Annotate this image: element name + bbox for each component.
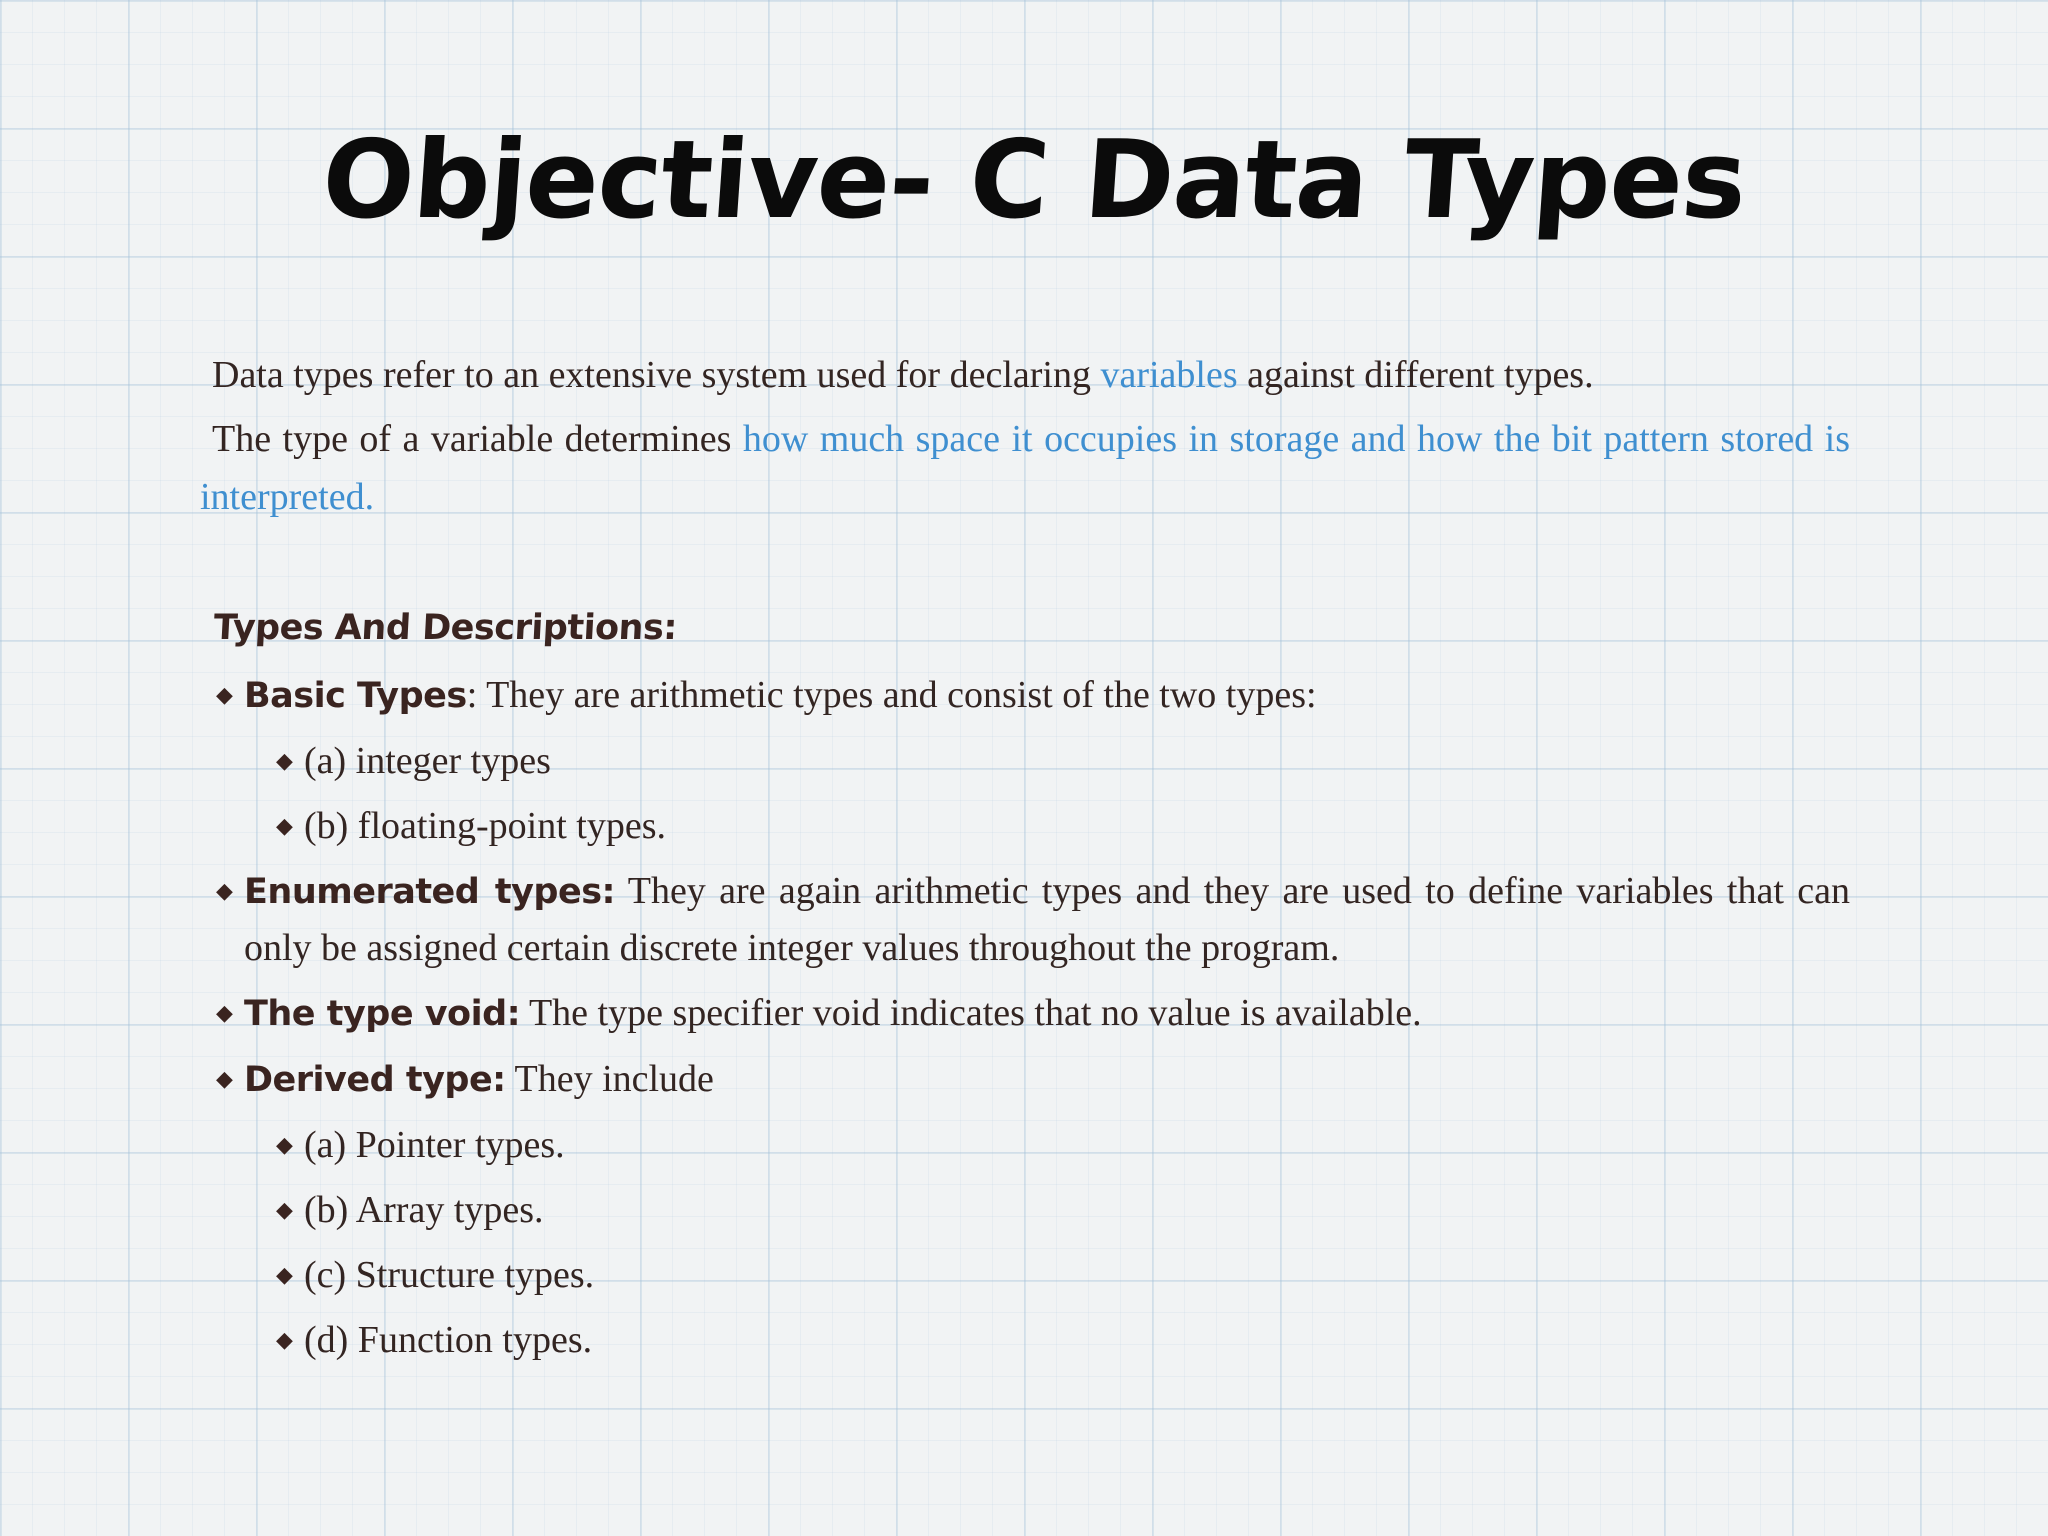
types-list <box>212 667 1850 1368</box>
list-item-basic-types <box>212 667 1850 724</box>
item-text: (a) Pointer types. <box>304 1124 565 1166</box>
item-term: Derived type: <box>244 1060 506 1100</box>
item-text: (a) integer types <box>304 740 551 782</box>
intro-paragraph-2 <box>200 410 1850 526</box>
diamond-bullet-icon: ◆ <box>276 1327 293 1352</box>
item-term: The type void: <box>244 994 521 1034</box>
diamond-bullet-icon: ◆ <box>276 813 293 838</box>
diamond-bullet-icon: ◆ <box>216 1000 233 1025</box>
item-text: (c) Structure types. <box>304 1254 595 1296</box>
item-text: They are again arithmetic types and they are used to define variables that can only be assigned certain discrete integer values throughout the program. <box>244 870 1851 969</box>
diamond-bullet-icon: ◆ <box>216 1066 233 1091</box>
section-heading: Types And Descriptions: <box>212 608 678 648</box>
item-text: (b) Array types. <box>304 1189 544 1231</box>
list-item-structure-types <box>212 1247 1850 1303</box>
item-term: Basic Types <box>244 676 467 716</box>
intro-text-part: against different types. <box>1237 354 1594 396</box>
intro-text-part: Data types refer to an extensive system used for declaring <box>212 354 1101 396</box>
diamond-bullet-icon: ◆ <box>276 1132 293 1157</box>
item-term: Enumerated types: <box>244 872 616 912</box>
list-item-function-types <box>212 1312 1850 1368</box>
list-item-derived-type <box>212 1051 1850 1108</box>
item-text: (d) Function types. <box>304 1319 593 1361</box>
item-text: The type specifier void indicates that no value is available. <box>520 992 1422 1034</box>
list-item-integer-types <box>212 733 1850 789</box>
types-section <box>212 598 1850 1368</box>
list-item-pointer-types <box>212 1117 1850 1173</box>
item-text: : They are arithmetic types and consist of the two types: <box>466 674 1317 716</box>
page-title: Objective- C Data Types <box>318 118 1750 243</box>
list-item-floating-point-types <box>212 798 1850 854</box>
list-item-array-types <box>212 1182 1850 1238</box>
intro-text <box>200 346 1850 526</box>
list-item-type-void <box>212 985 1850 1042</box>
intro-paragraph-1 <box>200 346 1850 404</box>
item-text: They include <box>505 1058 714 1100</box>
list-item-enumerated-types <box>212 863 1850 976</box>
variables-link[interactable]: variables <box>1100 354 1238 396</box>
diamond-bullet-icon: ◆ <box>276 1197 293 1222</box>
storage-interpretation-link[interactable]: how much space it occupies in storage and how the bit pattern stored is interpreted. <box>200 418 1850 518</box>
diamond-bullet-icon: ◆ <box>276 1262 293 1287</box>
diamond-bullet-icon: ◆ <box>216 878 233 903</box>
intro-text-part: The type of a variable determines <box>212 418 743 460</box>
diamond-bullet-icon: ◆ <box>276 748 293 773</box>
diamond-bullet-icon: ◆ <box>216 682 233 707</box>
item-text: (b) floating-point types. <box>304 805 666 847</box>
